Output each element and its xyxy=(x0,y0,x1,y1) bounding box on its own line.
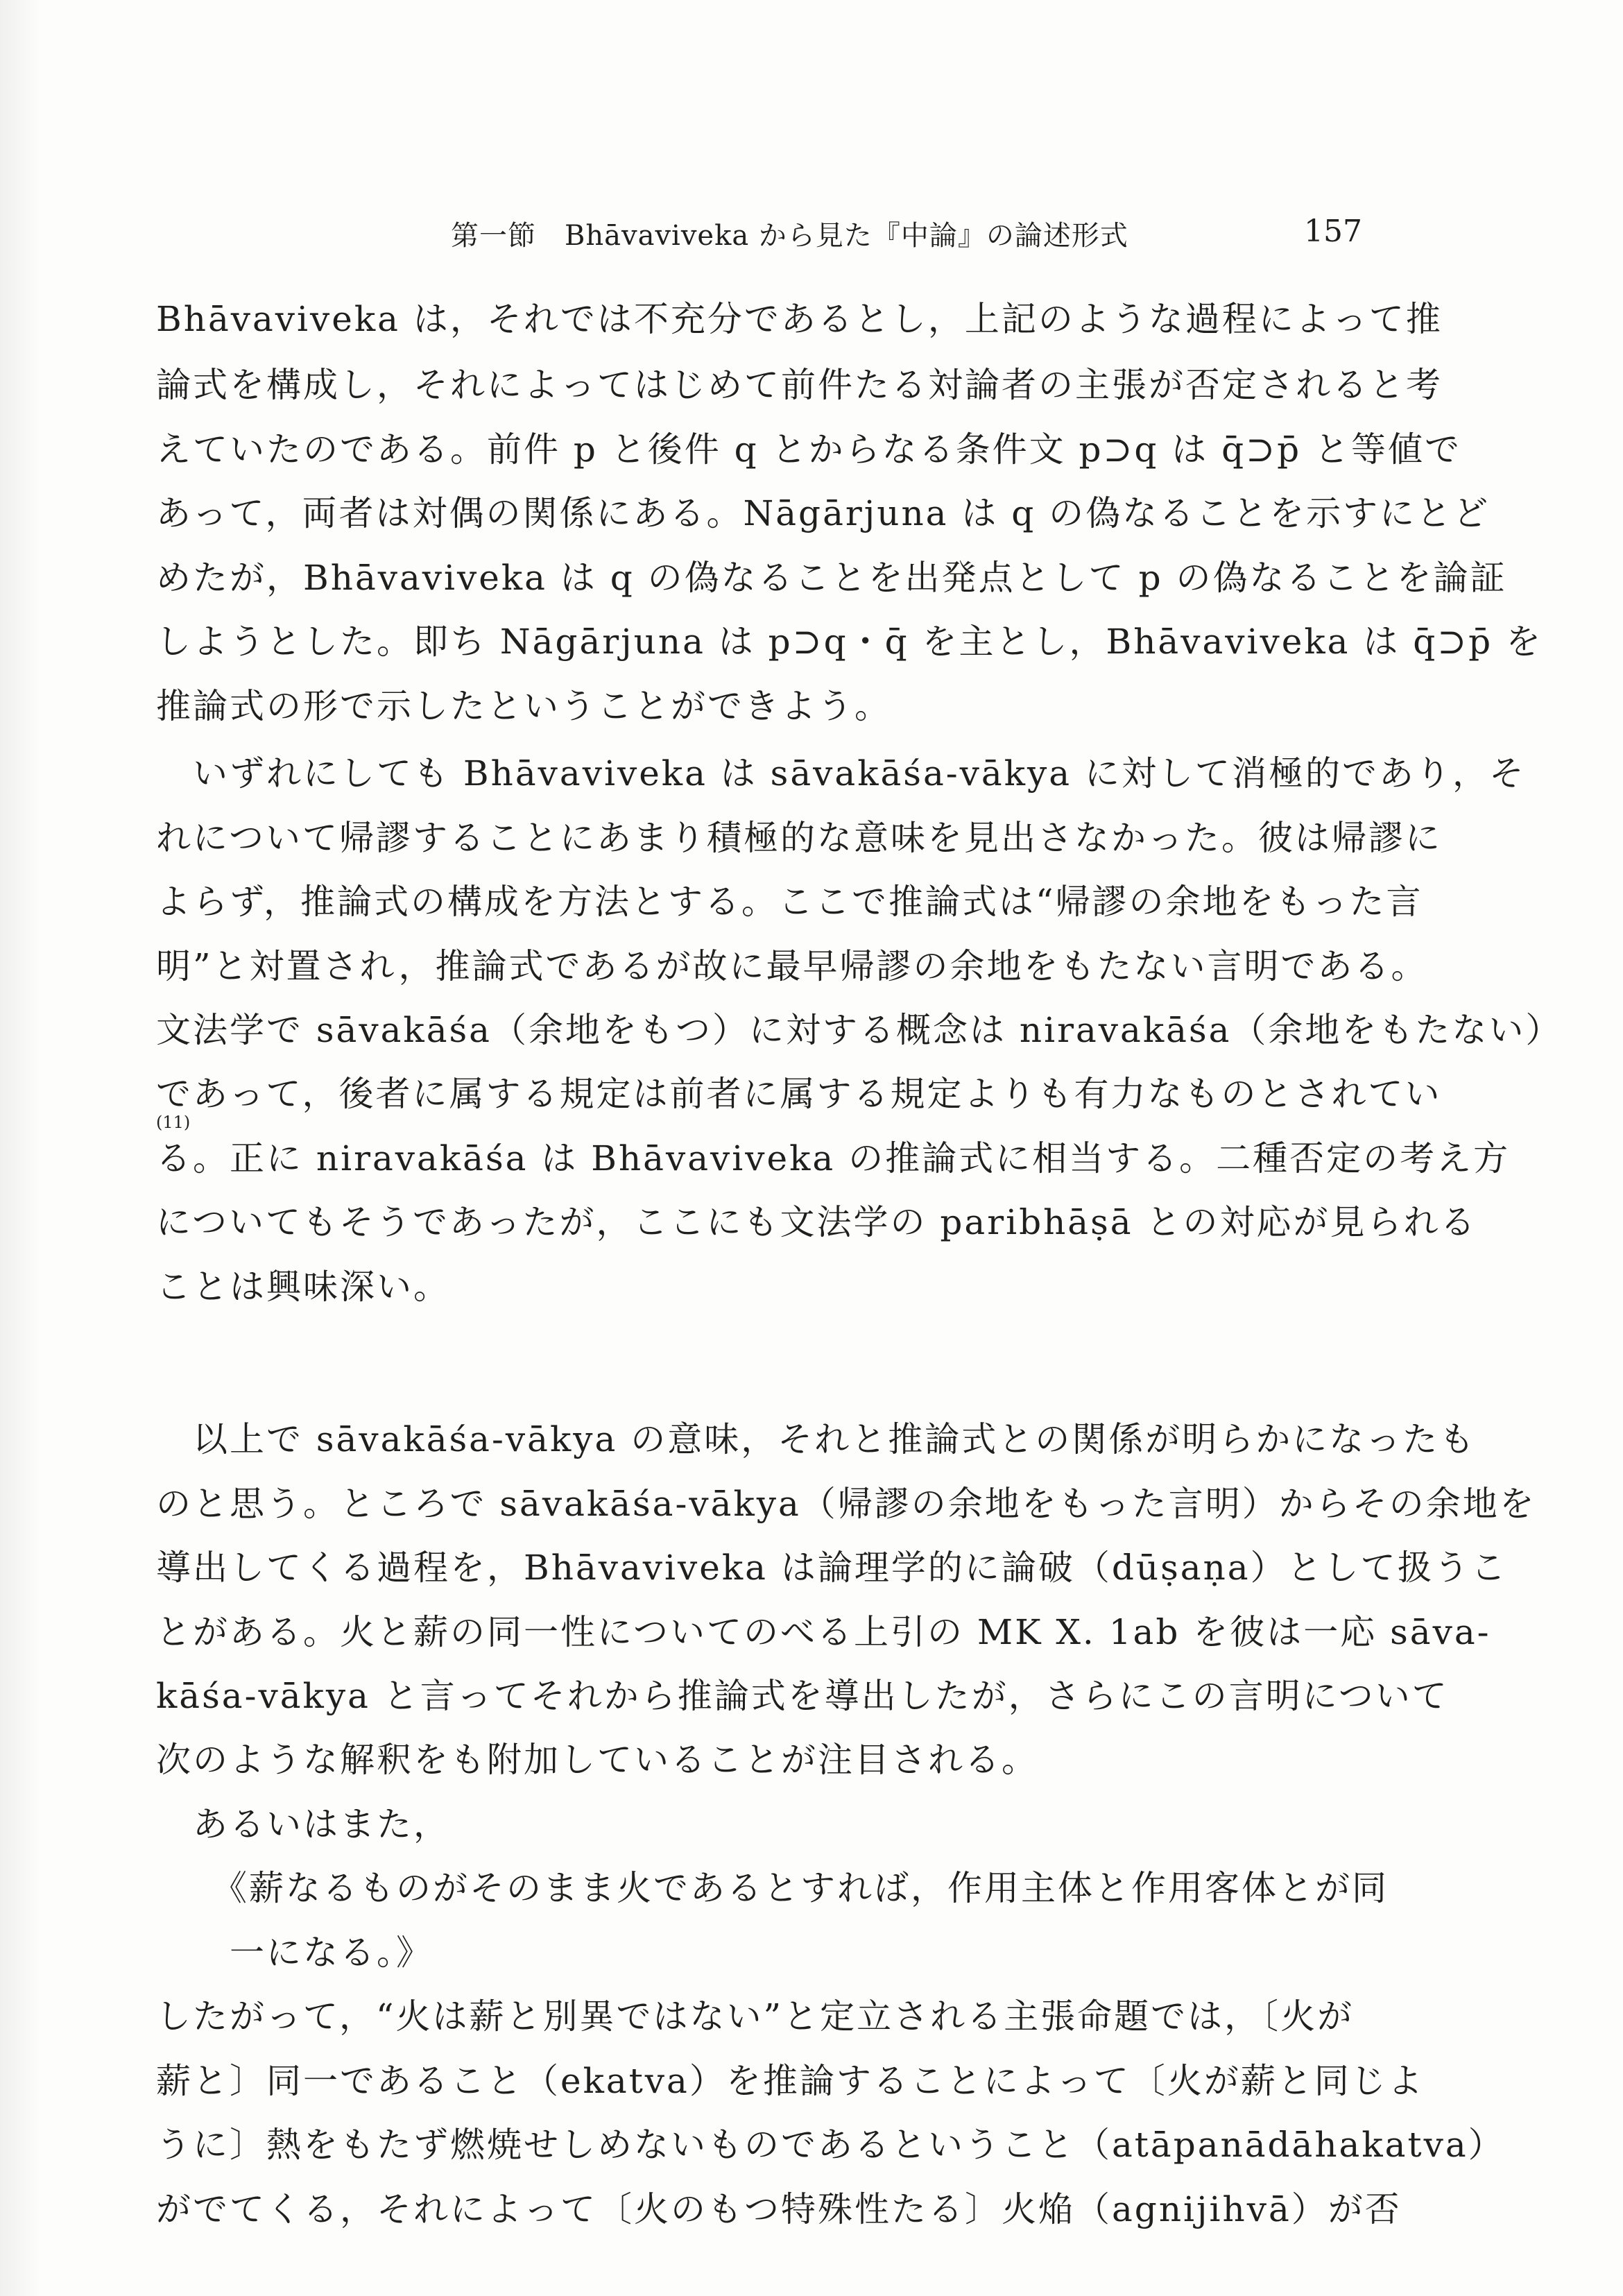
scan-edge-shadow xyxy=(0,0,42,2296)
text-line: よらず，推論式の構成を方法とする。ここで推論式は“帰謬の余地をもった言 xyxy=(156,882,1423,922)
text-line: 一になる。》 xyxy=(156,1933,433,1973)
footnote-marker: (11) xyxy=(156,1113,191,1132)
text-line: 明”と対置され，推論式であるが故に最早帰謬の余地をもたない言明である。 xyxy=(156,946,1428,986)
text-line: 《薪なるものがそのまま火であるとすれば，作用主体と作用客体とが同 xyxy=(156,1868,1389,1908)
text-line: したがって，“火は薪と別異ではない”と定立される主張命題では，〔火が xyxy=(156,1996,1355,2037)
text-line: kāśa-vākya と言ってそれから推論式を導出したが，さらにこの言明について xyxy=(156,1676,1449,1716)
text-line: 以上で sāvakāśa-vākya の意味，それと推論式との関係が明らかになったも xyxy=(156,1419,1477,1459)
text-line: えていたのである。前件 p と後件 q とからなる条件文 p⊃q は q̄⊃p̄ と等値で xyxy=(156,429,1461,470)
text-line: 次のような解釈をも附加していることが注目される。 xyxy=(156,1740,1038,1780)
text-line: であって，後者に属する規定は前者に属する規定よりも有力なものとされてい xyxy=(156,1074,1442,1114)
text-line: あって，両者は対偶の関係にある。Nāgārjuna は q の偽なることを示すにとど xyxy=(156,493,1491,533)
text-line: る。正に niravakāśa は Bhāvaviveka の推論式に相当する。二種否定の考え方 xyxy=(156,1138,1511,1179)
text-line: いずれにしても Bhāvaviveka は sāvakāśa-vākya に対して消極的であり，そ xyxy=(156,753,1526,794)
text-line: れについて帰謬することにあまり積極的な意味を見出さなかった。彼は帰謬に xyxy=(156,818,1442,858)
text-line: のと思う。ところで sāvakāśa-vākya（帰謬の余地をもった言明）からその余地を xyxy=(156,1484,1536,1524)
running-title: 第一節 Bhāvaviveka から見た『中論』の論述形式 xyxy=(451,220,1128,252)
text-line: しようとした。即ち Nāgārjuna は p⊃q・q̄ を主とし，Bhāvaviveka は q̄⊃p̄ を xyxy=(156,622,1543,662)
text-line: 文法学で sāvakāśa（余地をもつ）に対する概念は niravakāśa（余地をもたない） xyxy=(156,1010,1563,1050)
text-line: あるいはまた， xyxy=(156,1804,450,1844)
text-line: うに〕熱をもたず燃焼せしめないものであるということ（atāpanādāhakatva） xyxy=(156,2125,1505,2165)
page-number: 157 xyxy=(1304,214,1362,249)
text-line: とがある。火と薪の同一性についてのべる上引の MK X. 1ab を彼は一応 sāva- xyxy=(156,1612,1491,1652)
text-line: についてもそうであったが，ここにも文法学の paribhāṣā との対応が見られる xyxy=(156,1202,1477,1242)
text-line: がでてくる，それによって〔火のもつ特殊性たる〕火焔（agnijihvā）が否 xyxy=(156,2189,1402,2229)
text-line: ことは興味深い。 xyxy=(156,1267,450,1307)
text-line: 導出してくる過程を，Bhāvaviveka は論理学的に論破（dūṣaṇa）として扱うこ xyxy=(156,1548,1508,1588)
text-line: 論式を構成し，それによってはじめて前件たる対論者の主張が否定されると考 xyxy=(156,365,1443,405)
text-line: めたが，Bhāvaviveka は q の偽なることを出発点として p の偽なることを論証 xyxy=(156,558,1507,598)
text-line: 推論式の形で示したということができよう。 xyxy=(156,686,891,726)
text-line: Bhāvaviveka は，それでは不充分であるとし，上記のような過程によって推 xyxy=(156,299,1443,339)
text-line: 薪と〕同一であること（ekatva）を推論することによって〔火が薪と同じよ xyxy=(156,2061,1425,2101)
